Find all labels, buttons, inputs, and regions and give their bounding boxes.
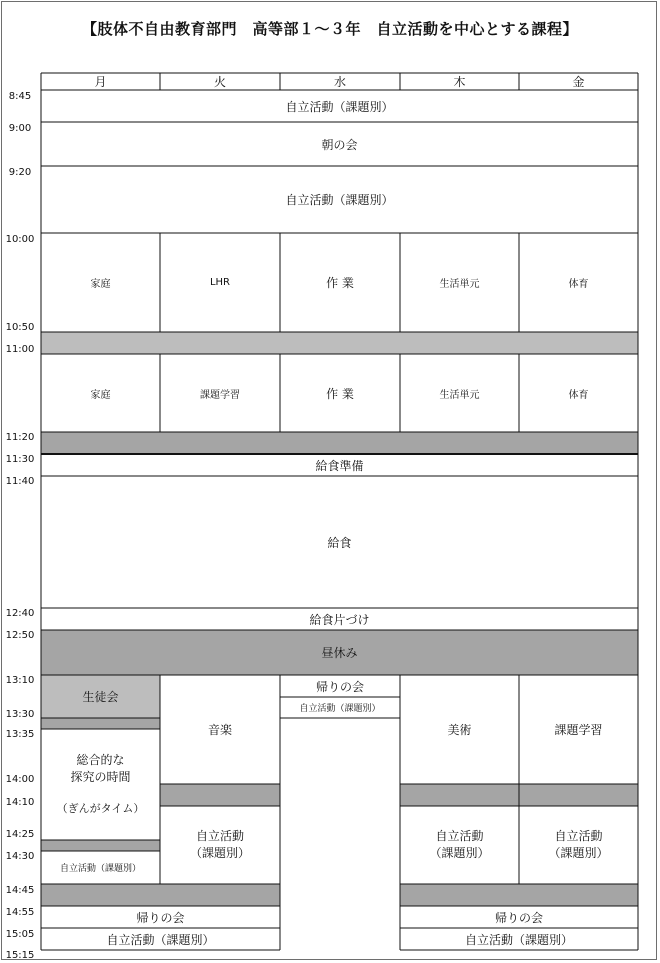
cell-label: 家庭 [90, 279, 111, 290]
cell-label: 自立活動（課題別） [464, 932, 573, 947]
period1-fri [519, 233, 638, 332]
lunch-prep-cell [41, 454, 638, 476]
cell-label: 自立活動（課題別） [285, 193, 394, 207]
time-label: 15:05 [5, 929, 35, 940]
integrated-study-cell [41, 729, 160, 840]
cell-label: （ぎんがタイム） [56, 802, 145, 815]
time-label: 11:00 [5, 344, 35, 355]
cell-label: 生活単元 [439, 389, 480, 401]
wed-self-reliance-cell [280, 697, 400, 718]
cell-label: 体育 [568, 389, 589, 401]
time-label: 10:50 [5, 322, 35, 333]
time-label: 10:00 [5, 234, 35, 245]
cell-label: LHR [209, 277, 231, 288]
wed-homeroom-cell [280, 675, 400, 697]
time-label: 12:40 [5, 608, 35, 619]
cell-label: 家庭 [90, 389, 111, 401]
cell-label: 自立活動 [554, 829, 603, 843]
day-header-mon: 月 [94, 75, 107, 89]
period2-fri [519, 354, 638, 432]
period2-tue [160, 354, 280, 432]
period1-wed [280, 233, 400, 332]
final-self-reliance-right [400, 928, 638, 950]
cell-label: 自立活動（課題別） [299, 704, 381, 714]
cell-label: 自立活動 [195, 829, 244, 843]
day-header-fri: 金 [572, 75, 585, 89]
art-cell [400, 675, 519, 784]
time-label: 13:10 [5, 675, 35, 686]
morning-meeting-cell [41, 122, 638, 166]
cell-label: （課題別） [189, 846, 250, 860]
tue-self-reliance-cell [160, 806, 280, 884]
day-header-tue: 火 [213, 75, 226, 89]
time-label: 11:20 [5, 432, 35, 443]
cell-label: 自立活動 [435, 829, 484, 843]
period2-mon [41, 354, 160, 432]
page-title: 【肢体不自由教育部門 高等部１～３年 自立活動を中心とする課程】 [81, 20, 578, 38]
period2-thu [400, 354, 519, 432]
time-label: 15:15 [5, 950, 35, 961]
cell-label: （課題別） [429, 846, 490, 860]
time-label: 14:10 [5, 797, 35, 808]
thu-self-reliance-cell [400, 806, 519, 884]
student-council-label: 生徒会 [82, 690, 119, 704]
time-label: 14:55 [5, 907, 35, 918]
time-label: 13:30 [5, 709, 35, 720]
homeroom-cell-left [41, 906, 280, 928]
cell-label: 課題学習 [554, 723, 603, 737]
cell-label: 課題学習 [200, 389, 240, 401]
fri-self-reliance-cell [519, 806, 638, 884]
cell-label: 朝の会 [321, 137, 358, 152]
time-label: 14:25 [5, 829, 35, 840]
time-label: 8:45 [8, 91, 32, 102]
time-label: 14:00 [5, 774, 35, 785]
cell-label: 給食片づけ [309, 612, 370, 627]
cell-label: 体育 [568, 279, 589, 290]
day-header-thu: 木 [453, 75, 466, 89]
cell-label: 給食 [327, 535, 352, 550]
time-label: 14:45 [5, 885, 35, 896]
cell-label: 作 業 [326, 276, 354, 290]
period1-tue [160, 233, 280, 332]
cell-label: 帰りの会 [136, 910, 185, 925]
period1-thu [400, 233, 519, 332]
time-label: 12:50 [5, 630, 35, 641]
homeroom-cell-right [400, 906, 638, 928]
time-label: 11:30 [5, 454, 35, 465]
day-header-wed: 水 [333, 75, 346, 89]
lunch-break-label: 昼休み [321, 646, 358, 660]
cell-label: 作 業 [326, 386, 354, 401]
cell-label: 探究の時間 [70, 770, 131, 784]
self-reliance-cell [41, 90, 638, 122]
final-self-reliance-left [41, 928, 280, 950]
mon-self-reliance-cell [41, 851, 160, 884]
lunch-cleanup-cell [41, 608, 638, 630]
period2-wed [280, 354, 400, 432]
time-label: 13:35 [5, 729, 35, 740]
time-label: 9:00 [8, 123, 32, 134]
cell-label: 帰りの会 [315, 679, 364, 694]
cell-label: 美術 [447, 723, 472, 737]
cell-label: 自立活動（課題別） [285, 99, 394, 114]
cell-label: 音楽 [207, 723, 232, 737]
time-label: 9:20 [8, 167, 32, 178]
cell-label: 生活単元 [439, 279, 480, 290]
self-reliance-cell [41, 166, 638, 233]
music-cell [160, 675, 280, 784]
time-label: 11:40 [5, 476, 35, 487]
lunch-cell [41, 476, 638, 608]
fri-study-cell [519, 675, 638, 784]
period1-mon [41, 233, 160, 332]
time-label: 14:30 [5, 851, 35, 862]
cell-label: 自立活動（課題別） [106, 932, 215, 947]
cell-label: 総合的な [76, 753, 125, 767]
cell-label: 給食準備 [315, 458, 364, 473]
cell-label: 帰りの会 [494, 910, 543, 925]
cell-label: 自立活動（課題別） [59, 864, 141, 874]
cell-label: （課題別） [548, 846, 609, 860]
